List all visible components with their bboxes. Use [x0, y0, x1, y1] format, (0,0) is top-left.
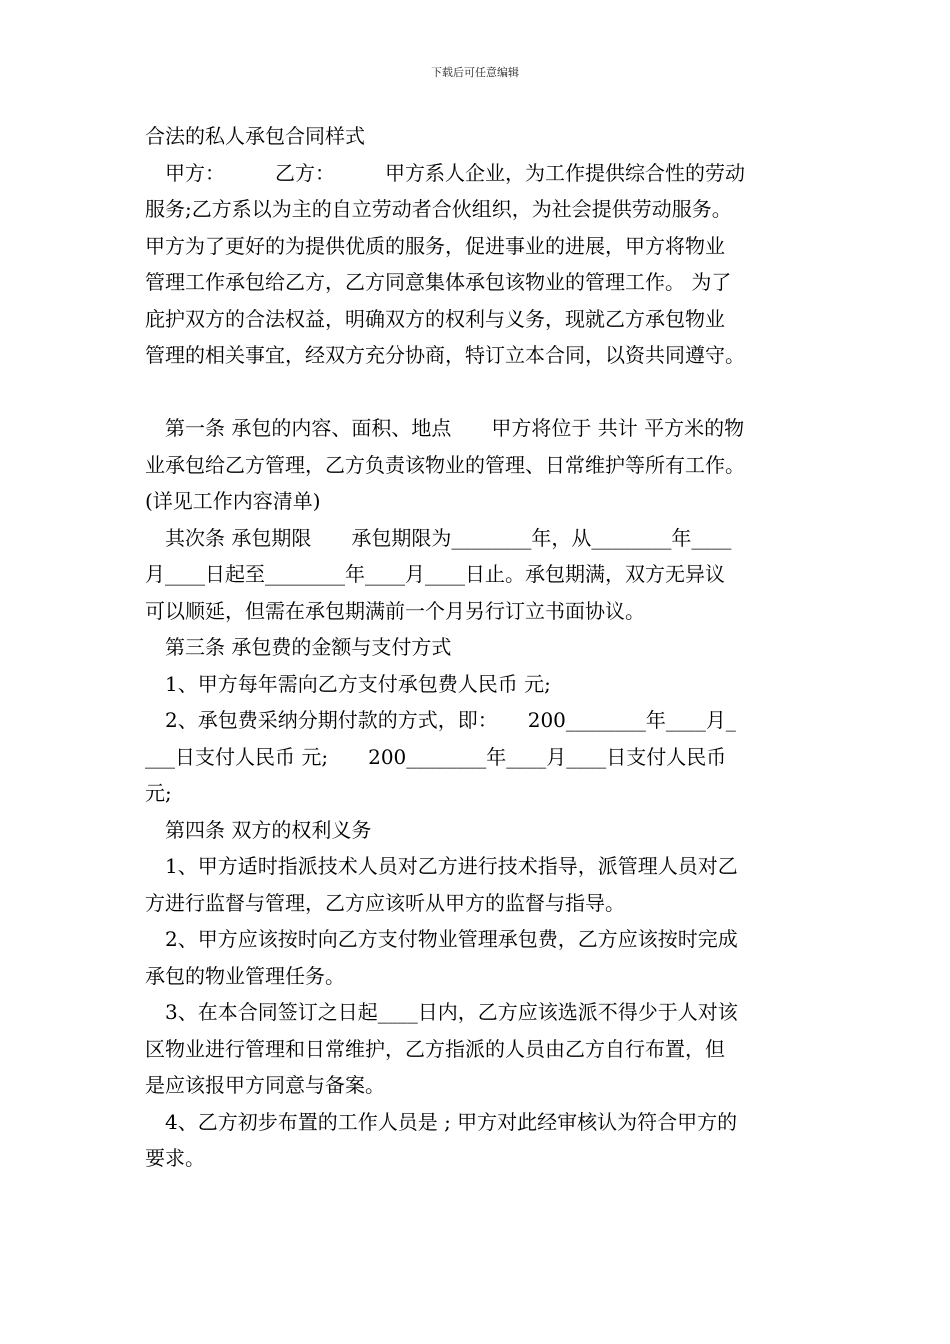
article-4-line: 4、乙方初步布置的工作人员是 ; 甲方对此经审核认为符合甲方的 — [145, 1109, 738, 1134]
paragraph-line: 庇护双方的合法权益，明确双方的权利与义务，现就乙方承包物业 — [145, 306, 725, 331]
article-4-line: 区物业进行管理和日常维护，乙方指派的人员由乙方自行布置，但 — [145, 1036, 725, 1061]
article-1-line: 第一条 承包的内容、面积、地点 甲方将位于 共计 平方米的物 — [145, 416, 745, 440]
article-4-line: 3、在本合同签订之日起____日内，乙方应该选派不得少于人对该 — [145, 1000, 738, 1024]
paragraph-line: 管理的相关事宜，经双方充分协商，特订立本合同，以资共同遵守。 — [145, 343, 745, 367]
article-2-line: 可以顺延，但需在承包期满前一个月另行订立书面协议。 — [145, 598, 645, 623]
paragraph-line: 服务;乙方系以为主的自立劳动者合伙组织，为社会提供劳动服务。 — [145, 197, 732, 221]
paragraph-line: 管理工作承包给乙方，乙方同意集体承包该物业的管理工作。 为了 — [145, 270, 732, 294]
article-3-line: 元; — [145, 781, 172, 805]
page-header: 下载后可任意编辑 — [431, 66, 519, 79]
article-3-line: ___日支付人民币 元; 200________年____月____日支付人民币 — [145, 744, 727, 769]
article-4-line: 方进行监督与管理，乙方应该听从甲方的监督与指导。 — [145, 890, 625, 915]
blank-line — [145, 374, 825, 411]
paragraph-line: 甲方： 乙方： 甲方系人企业，为工作提供综合性的劳动 — [145, 160, 745, 185]
article-3-line: 2、承包费采纳分期付款的方式，即： 200________年____月_ — [145, 708, 736, 732]
article-4-line: 1、甲方适时指派技术人员对乙方进行技术指导，派管理人员对乙 — [145, 854, 738, 878]
article-4-line: 是应该报甲方同意与备案。 — [145, 1073, 385, 1097]
article-2-line: 其次条 承包期限 承包期限为________年，从________年____ — [145, 525, 732, 550]
paragraph-line: 甲方为了更好的为提供优质的服务，促进事业的进展，甲方将物业 — [145, 233, 725, 258]
document-title: 合法的私人承包合同样式 — [145, 124, 365, 148]
document-body — [145, 118, 825, 1177]
article-4-line: 2、甲方应该按时向乙方支付物业管理承包费，乙方应该按时完成 — [145, 927, 738, 951]
article-1-line: (详见工作内容清单) — [145, 489, 321, 513]
article-3-heading: 第三条 承包费的金额与支付方式 — [145, 635, 452, 659]
article-4-line: 要求。 — [145, 1146, 205, 1170]
article-4-line: 承包的物业管理任务。 — [145, 963, 345, 988]
article-4-heading: 第四条 双方的权利义务 — [145, 817, 372, 842]
article-3-line: 1、甲方每年需向乙方支付承包费人民币 元; — [145, 671, 551, 696]
article-1-line: 业承包给乙方管理，乙方负责该物业的管理、日常维护等所有工作。 — [145, 452, 745, 477]
article-2-line: 月____日起至________年____月____日止。承包期满，双方无异议 — [145, 562, 725, 586]
